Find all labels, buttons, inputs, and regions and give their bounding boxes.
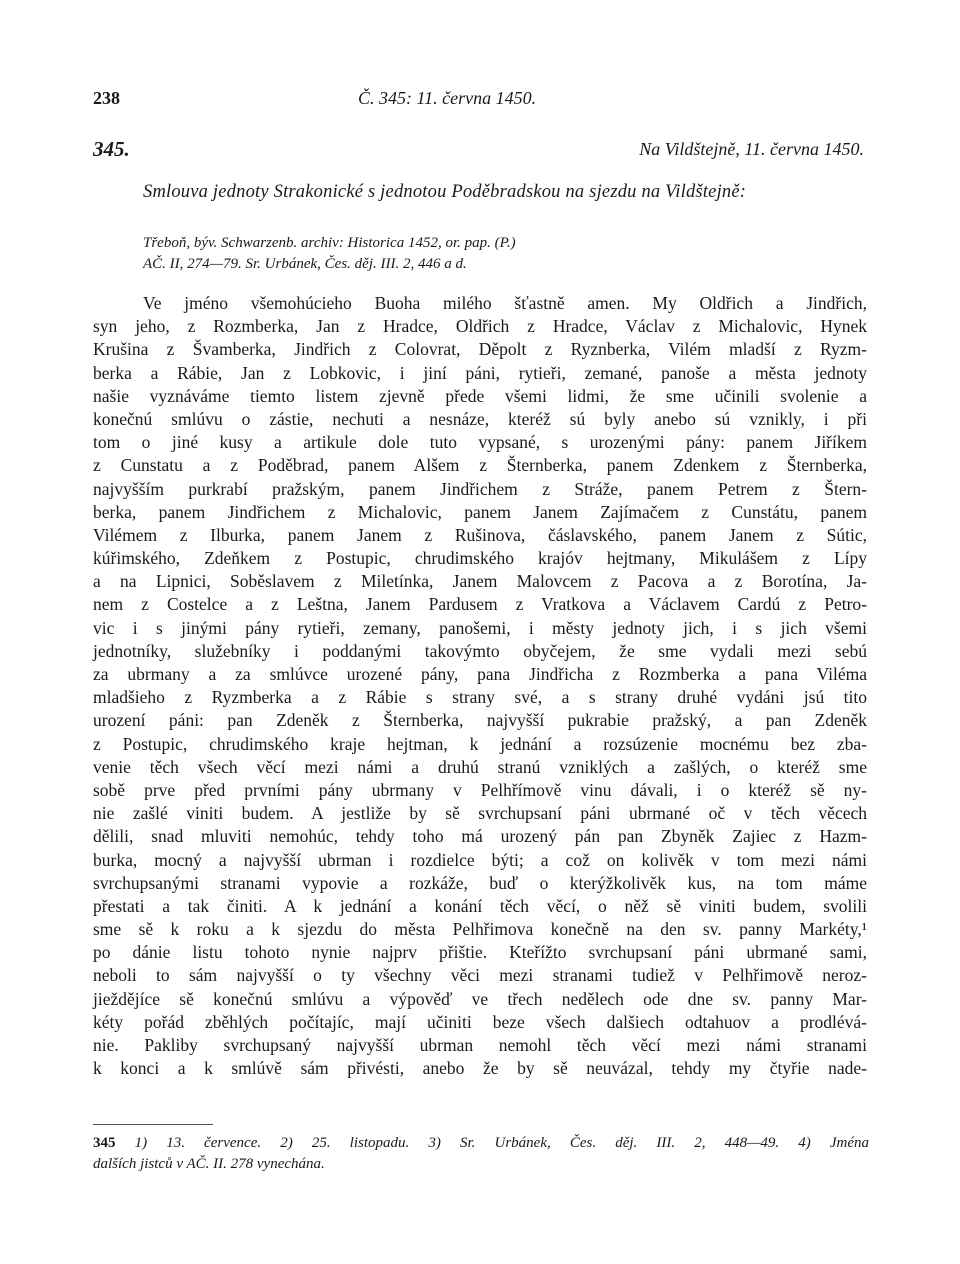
body-line: Ve jméno všemohúcieho Buoha milého šťastně amen. My Oldřich a Jindřich, (143, 293, 867, 313)
body-line: venie těch všech věcí mezi námi a druhú stranú vzniklých a zašlých, o kteréž sme (93, 756, 867, 777)
footnote-segment: 2) 25. listopadu. (280, 1135, 410, 1151)
body-line: berka a Rábie, Jan z Lobkovic, i jiní páni, rytieři, zemané, panoše a města jednoty (93, 362, 867, 383)
body-line: urození páni: pan Zdeněk z Šternberka, najvyšší pukrabie pražský, a pan Zdeněk (93, 710, 867, 731)
running-head: Č. 345: 11. června 1450. (358, 88, 537, 108)
body-line: mladšieho z Ryzmberka a z Rábie s strany své, a s strany druhé vydáni jsú tito (93, 687, 867, 708)
body-line: sobě prve před prvními pány ubrmany v Pelhřímově vinu dávali, i o kteréž sě ny- (93, 779, 867, 800)
document-title: Smlouva jednoty Strakonické s jednotou Poděbradskou na sjezdu na Vildštejně: (143, 182, 747, 202)
body-line: syn jeho, z Rozmberka, Jan z Hradce, Oldřich z Hradce, Václav z Michalovic, Hynek (93, 316, 867, 337)
body-line: nem z Costelce a z Leštna, Janem Pardusem z Vratkova a Václavem Cardú z Petro- (93, 594, 867, 615)
footnote-segment: 3) Sr. Urbánek, Čes. děj. III. 2, 448—49. (428, 1135, 780, 1151)
place-date: Na Vildštejně, 11. června 1450. (639, 139, 864, 159)
body-line: nie. Pakliby svrchupsaný najvyšší ubrman nemohl těch věcí mezi námi stranami (93, 1035, 867, 1055)
body-line: z Cunstatu a z Poděbrad, panem Alšem z Šternberka, panem Zdenkem z Šternberka, (93, 455, 867, 476)
body-line: nie zašlé viniti budem. A jestliže by sě svrchupsaní páni ubrmané oč v těch věcech (93, 803, 867, 824)
footnotes (93, 1133, 869, 1175)
body-line: našie vyznáváme tiemto listem zjevně přede všemi lidmi, že sme učinili svolenie a (93, 385, 867, 406)
body-line: jiežděјíce sě konečnú smlúvu a výpověď ve třech nedělech ode dne sv. panny Mar- (93, 988, 867, 1009)
body-line: z Postupic, chrudimského kraje hejtman, k jednání a rozsúzenie mocnému bez zba- (93, 733, 867, 754)
body-line: kúřimského, Zdeňkem z Postupic, chrudimského krajóv hejtmany, Mikulášem z Lípy (93, 548, 867, 569)
body-line: Vilémem z Ilburka, panem Janem z Rušinova, čáslavského, panem Janem z Sútic, (93, 524, 867, 545)
body-line: po dánie listu tohoto nynie najprv přištie. Kteřížto svrchupsaní páni ubrmané sami, (93, 942, 867, 963)
sources-block (143, 233, 843, 275)
body-line: přestati a tak činiti. A k jednání a konání těch věcí, o něž sě viniti budem, svolili (93, 895, 867, 916)
source-line: Třeboň, býv. Schwarzenb. archiv: Historica 1452, or. pap. (P.) (143, 235, 516, 251)
body-line: a na Lipnici, Soběslavem z Miletínka, Janem Malovcem z Pacova a z Borotína, Ja- (93, 571, 867, 592)
body-line: vic i s jinými pány rytieři, zemany, panošemi, i městy jednoty jich, i s jich všemi (93, 617, 867, 638)
footnote-segment: 345 (93, 1135, 116, 1151)
body-line: berka, panem Jindřichem z Michalovic, panem Janem Zajímačem z Cunstátu, panem (93, 501, 867, 522)
body-line: dělili, snad mluviti nemohúc, tehdy toho má urozený pán pan Zbyněk Zajiec z Hazm- (93, 826, 867, 847)
body-line: sme sě k roku a k sjezdu do města Pelhřimova konečně na den sv. panny Markéty,¹ (93, 919, 867, 940)
body-line: za ubrmany a za smlúvce urozené pány, pana Jindřicha z Rozmberka a pana Viléma (93, 664, 867, 684)
body-line: kéty pořád zběhlých počítajíc, mají učiniti beze všech dalšiech odtahuov a prodlévá- (93, 1011, 867, 1032)
page-number: 238 (93, 88, 120, 108)
document-body (93, 292, 867, 1080)
source-line: AČ. II, 274—79. Sr. Urbánek, Čes. děj. III. 2, 446 a d. (143, 256, 467, 272)
body-line: Krušina z Švamberka, Jindřich z Colovrat, Děpolt z Ryznberka, Vilém mladší z Ryzm- (93, 339, 867, 360)
body-line: burka, mocný a najvyšší ubrman i rozdielce býti; a což on kolivěk v tom mezi námi (93, 849, 867, 870)
footnote-divider (93, 1124, 213, 1125)
body-line: konečnú smlúvu o zástie, nechuti a nesnáze, kteréž sú byly anebo sú vznikly, i při (93, 408, 867, 429)
body-line: najvyšším purkrabí pražským, panem Jindřichem z Stráže, panem Petrem z Štern- (93, 478, 867, 499)
document-number: 345. (93, 137, 130, 161)
footnote-line (93, 1133, 869, 1154)
body-line: tom o jiné kusy a artikule dole tuto vypsané, s urozenými pány: panem Jiříkem (93, 432, 867, 453)
footnote-segment: 4) Jména (798, 1135, 870, 1151)
footnote-line: dalších jistců v AČ. II. 278 vynechána. (93, 1156, 325, 1172)
body-line: k konci a k smlúvě sám přivésti, anebo že by sě neuvázal, tehdy my čtyřie nade- (93, 1058, 867, 1079)
body-line: jednotníky, služebníky i poddanými takovýmto obyčejem, že sme vydali mezi sebú (93, 640, 867, 661)
footnote-segment: 1) 13. července. (134, 1135, 262, 1151)
body-line: svrchupsanými stranami vypovie a rozkáže, buď o kterýžkolivěk kus, na tom máme (93, 872, 867, 893)
body-line: neboli to sám najvyšší o ty všechny věci mezi stranami tudiež v Pelhřimově neroz- (93, 965, 867, 986)
